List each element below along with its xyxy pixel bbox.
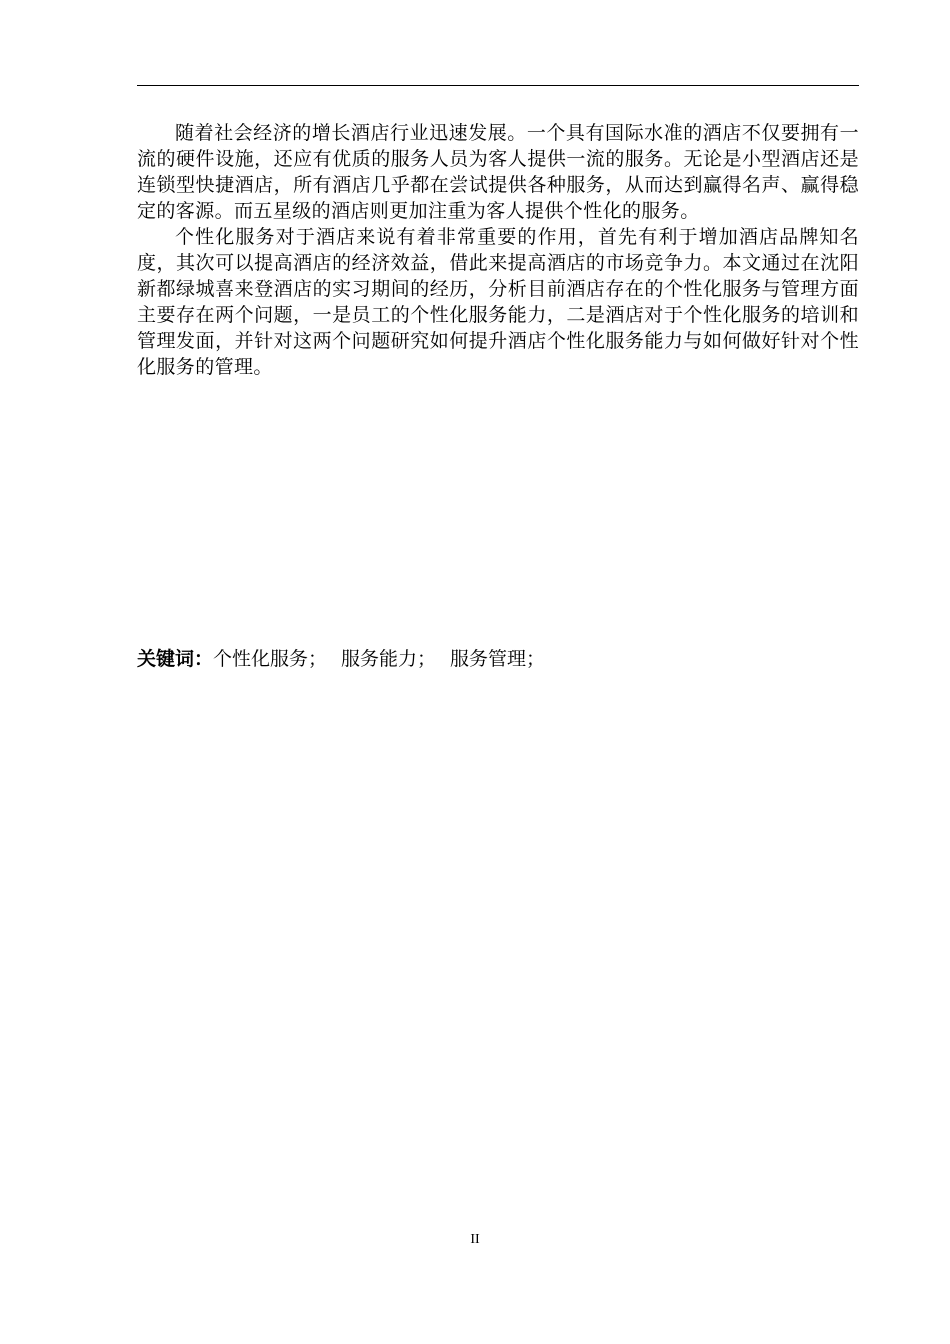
- keywords-label: 关键词：: [137, 648, 214, 670]
- abstract-body: [137, 120, 859, 380]
- header-rule: [137, 85, 859, 86]
- abstract-paragraph-2: 个性化服务对于酒店来说有着非常重要的作用，首先有利于增加酒店品牌知名度，其次可以提高酒店的经济效益，借此来提高酒店的市场竞争力。本文通过在沈阳新都绿城喜来登酒店的实习期间的经历，分析目前酒店存在的个性化服务与管理方面主要存在两个问题，一是员工的个性化服务能力，二是酒店对于个性化服务的培训和管理发面，并针对这两个问题研究如何提升酒店个性化服务能力与如何做好针对个性化服务的管理。: [137, 226, 859, 378]
- abstract-paragraph-1: 随着社会经济的增长酒店行业迅速发展。一个具有国际水准的酒店不仅要拥有一流的硬件设施，还应有优质的服务人员为客人提供一流的服务。无论是小型酒店还是连锁型快捷酒店，所有酒店几乎都在尝试提供各种服务，从而达到赢得名声、赢得稳定的客源。而五星级的酒店则更加注重为客人提供个性化的服务。: [137, 122, 859, 222]
- keyword-item: 服务能力；: [341, 648, 437, 670]
- keywords-line: [137, 646, 545, 672]
- keyword-item: 个性化服务；: [213, 648, 328, 670]
- page-number: II: [470, 1232, 480, 1247]
- keyword-item: 服务管理；: [450, 648, 546, 670]
